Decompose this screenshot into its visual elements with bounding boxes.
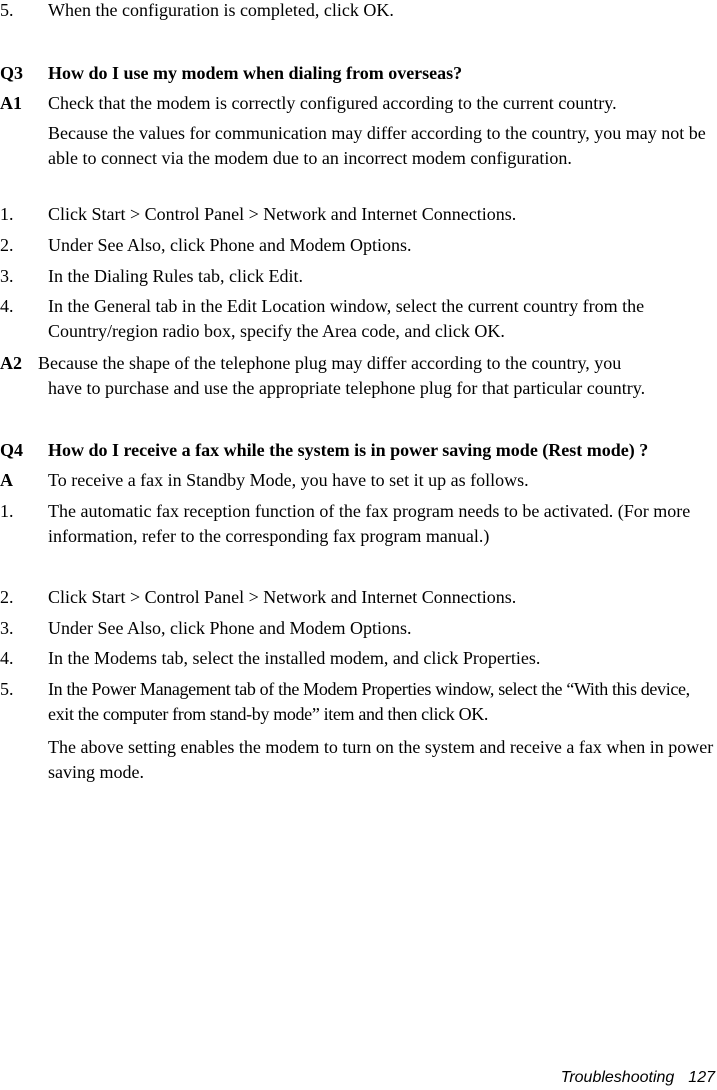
- step-text: In the Modems tab, select the installed modem, and click Properties.: [48, 648, 541, 668]
- step-number: 3.: [0, 266, 14, 286]
- step-number: 1.: [0, 501, 14, 521]
- step-number: 5.: [0, 0, 14, 20]
- page-footer: [561, 1068, 715, 1088]
- paragraph-text: The above setting enables the modem to turn on the system and receive a fax when in power saving mode.: [48, 737, 714, 782]
- step-number: 4.: [0, 648, 14, 668]
- step-number: 1.: [0, 204, 14, 224]
- answer-text: Because the shape of the telephone plug may differ according to the country, you: [38, 353, 622, 373]
- page-number: 127: [688, 1069, 715, 1086]
- step-text: In the Dialing Rules tab, click Edit.: [48, 266, 303, 286]
- question-text: How do I receive a fax while the system is in power saving mode (Rest mode) ?: [48, 440, 649, 460]
- step-text: Click Start > Control Panel > Network and Internet Connections.: [48, 587, 517, 607]
- step-text: In the General tab in the Edit Location window, select the current country from the Country/region radio box, specify the Area code, and click OK.: [48, 296, 645, 341]
- step-text: Under See Also, click Phone and Modem Options.: [48, 618, 412, 638]
- step-text: In the Power Management tab of the Modem Properties window, select the “With this device, exit the computer from stand-by mode” item and then click OK.: [48, 679, 690, 724]
- step-text: The automatic fax reception function of the fax program needs to be activated. (For more information, refer to the corresponding fax program manual.): [48, 501, 691, 546]
- step-number: 3.: [0, 618, 14, 638]
- question-label: Q3: [0, 63, 24, 83]
- answer-label: A: [0, 470, 13, 490]
- answer-text: Check that the modem is correctly configured according to the current country.: [48, 93, 617, 113]
- step-text: Click Start > Control Panel > Network and Internet Connections.: [48, 204, 517, 224]
- step-number: 5.: [0, 679, 14, 699]
- answer-text: To receive a fax in Standby Mode, you have to set it up as follows.: [48, 470, 529, 490]
- question-label: Q4: [0, 440, 24, 460]
- step-number: 2.: [0, 235, 14, 255]
- answer-label: A2: [0, 353, 22, 373]
- step-number: 4.: [0, 296, 14, 316]
- answer-text-continued: have to purchase and use the appropriate telephone plug for that particular country.: [48, 378, 646, 398]
- paragraph-text: Because the values for communication may differ according to the country, you may not be able to connect via the modem due to an incorrect modem configuration.: [48, 123, 706, 168]
- step-number: 2.: [0, 587, 14, 607]
- step-text: When the configuration is completed, click OK.: [48, 0, 394, 20]
- section-title: Troubleshooting: [560, 1069, 675, 1086]
- answer-label: A1: [0, 93, 22, 113]
- question-text: How do I use my modem when dialing from overseas?: [48, 63, 463, 83]
- step-text: Under See Also, click Phone and Modem Options.: [48, 235, 412, 255]
